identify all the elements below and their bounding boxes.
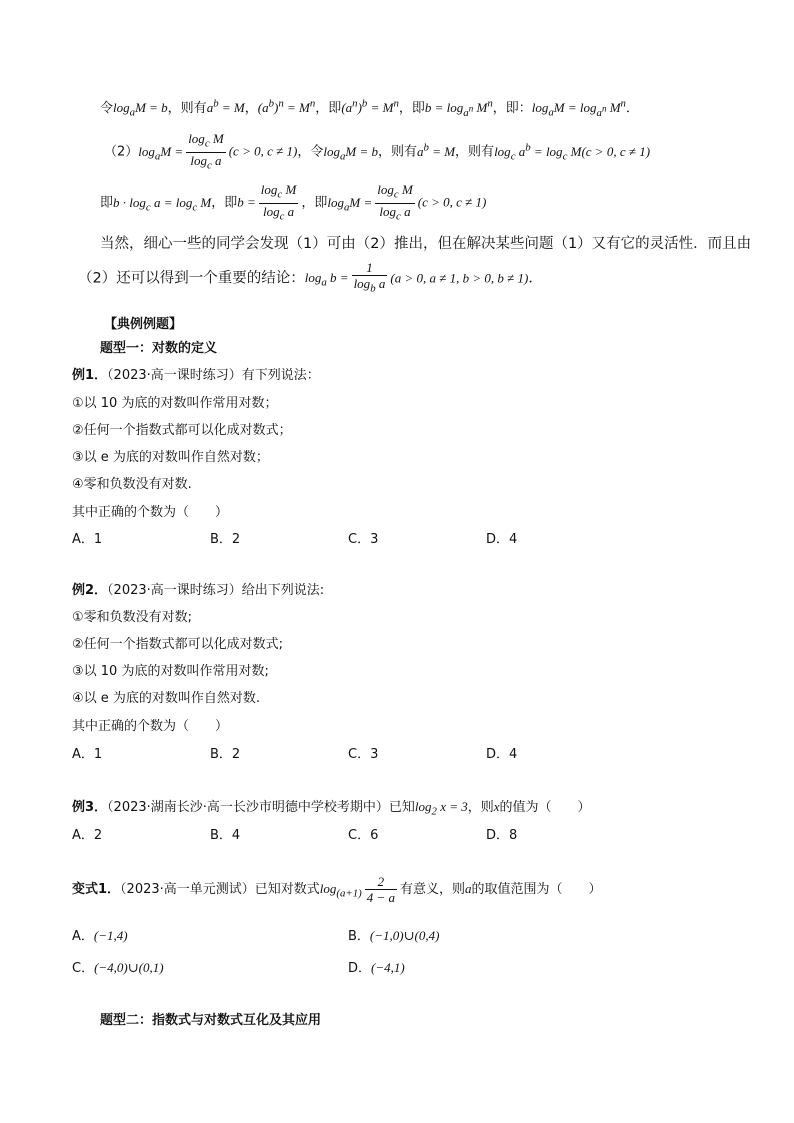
ex2-question: 其中正确的个数为（ ） — [72, 719, 229, 734]
text: 的值为（ ） — [499, 800, 591, 815]
text: ，则有 — [167, 101, 207, 116]
ex1-stem — [72, 364, 320, 383]
option-b: B．(−1,0)∪(0,4) — [348, 928, 440, 944]
option-a: A．(−1,4) — [72, 928, 128, 944]
math: $\log_2 x = 3$ — [414, 799, 468, 818]
condition: (c > 0, c ≠ 1) — [228, 143, 298, 159]
math: $\log_a b$ = — [304, 270, 349, 289]
option-b: B．2 — [210, 532, 241, 547]
text: ． — [625, 101, 639, 116]
fraction: $\frac{1}{\log_b a}$ — [353, 260, 386, 295]
math: $\log_c a^b = \log_c M(c > 0$, c ≠ 1) — [494, 141, 651, 163]
math: $\log_aM = \log_{a^n} M^n$ — [531, 97, 626, 119]
option-a: A．1 — [72, 532, 103, 547]
math: $\log_aM$ = — [327, 194, 373, 214]
label: 变式1． — [72, 882, 121, 897]
option-d: D．4 — [486, 532, 518, 547]
label: 例3． — [72, 800, 108, 815]
math: $(a^n)^b = M^n$ — [341, 97, 399, 115]
option-d: D．8 — [486, 828, 518, 843]
type1-title: 题型一：对数的定义 — [100, 341, 218, 356]
math: $(a^b)^n = M^n$ — [257, 97, 316, 115]
text: ，即 — [398, 101, 425, 116]
text: ，即 — [301, 195, 328, 211]
text: ，则有 — [455, 144, 495, 160]
text: 的取值范围为（ ） — [471, 882, 602, 897]
fraction: $\frac{\log_c M}{\log_c a}$ — [260, 182, 297, 223]
math: a — [465, 881, 472, 896]
formula-3-line — [100, 182, 486, 224]
text: ，令 — [297, 144, 324, 160]
list-item: ②任何一个指数式都可以化成对数式； — [72, 423, 292, 438]
text: ． — [528, 270, 543, 287]
fraction: $\frac{\log_c M}{\log_c a}$ — [377, 182, 413, 223]
text: ，即 — [211, 195, 238, 211]
text: （2023·高一课时练习）有下列说法： — [107, 368, 320, 383]
text: ，则有 — [378, 144, 418, 160]
fraction: $\frac{\log_c M}{\log_c a}$ — [188, 131, 224, 172]
option-c: C．6 — [348, 828, 379, 843]
list-item: ①零和负数没有对数; — [72, 610, 193, 625]
type2-title: 题型二：指数式与对数式互化及其应用 — [100, 1013, 322, 1028]
math: $\log_aM = b$ — [113, 100, 168, 119]
ex3-stem — [72, 796, 591, 818]
list-item: ③以 e 为底的对数叫作自然对数； — [72, 450, 269, 465]
condition: (a > 0, a ≠ 1, b > 0, b ≠ 1) — [390, 270, 529, 286]
ex2-stem — [72, 579, 324, 598]
para-line-1: 当然，细心一些的同学会发现（1）可由（2）推出，但在解决某些问题（1）又有它的灵活性．而且由 — [100, 236, 752, 252]
text: ，即： — [492, 101, 532, 116]
text: ， — [244, 101, 258, 116]
math: $\log_{(a+1)}$ — [319, 881, 362, 900]
math: $\log_aM$ = — [138, 143, 184, 163]
text: （2023·高一课时练习）给出下列说法: — [107, 583, 325, 598]
option-d: D．(−4,1) — [348, 960, 405, 976]
math: $\log_aM = b$ — [323, 143, 378, 163]
var1-stem — [72, 874, 602, 905]
para-line-2 — [78, 260, 543, 297]
option-a: A．2 — [72, 828, 103, 843]
text: （2023·湖南长沙·高一长沙市明德中学校考期中）已知 — [107, 800, 415, 815]
text: 即 — [100, 195, 114, 211]
option-c: C．(−4,0)∪(0,1) — [72, 960, 164, 976]
option-b: B．4 — [210, 828, 241, 843]
condition: (c > 0, c ≠ 1) — [417, 194, 487, 210]
label: （2） — [104, 144, 139, 160]
option-b: B．2 — [210, 747, 241, 762]
option-a: A．1 — [72, 747, 103, 762]
text: ，即 — [315, 101, 342, 116]
math: b = — [237, 194, 256, 210]
section-title: 【典例例题】 — [104, 317, 183, 332]
math: $b = \log_{a^n} M^n$ — [424, 97, 493, 119]
math: $a^b = M$ — [417, 141, 456, 159]
list-item: ①以 10 为底的对数叫作常用对数； — [72, 396, 278, 411]
text: （2）还可以得到一个重要的结论： — [78, 270, 305, 287]
list-item: ③以 10 为底的对数叫作常用对数; — [72, 664, 269, 679]
formula-2-line — [104, 131, 650, 173]
text: 令 — [100, 101, 114, 116]
list-item: ②任何一个指数式都可以化成对数式; — [72, 637, 284, 652]
label: 例2． — [72, 583, 108, 598]
option-c: C．3 — [348, 747, 379, 762]
list-item: ④零和负数没有对数. — [72, 477, 192, 492]
option-d: D．4 — [486, 747, 518, 762]
ex1-question: 其中正确的个数为（ ） — [72, 505, 229, 520]
text: （2023·高一单元测试）已知对数式 — [120, 882, 320, 897]
text: 有意义，则 — [400, 882, 466, 897]
label: 例1． — [72, 368, 108, 383]
math: $a^b = M$ — [206, 97, 245, 115]
fraction: $\frac{2}{4 - a}$ — [366, 874, 396, 905]
math: $b \cdot \log_c a = \log_c M$ — [113, 194, 212, 214]
list-item: ④以 e 为底的对数叫作自然对数. — [72, 691, 261, 706]
option-c: C．3 — [348, 532, 379, 547]
intro-line-1 — [100, 97, 639, 119]
text: ，则 — [467, 800, 494, 815]
math: x — [493, 799, 500, 814]
